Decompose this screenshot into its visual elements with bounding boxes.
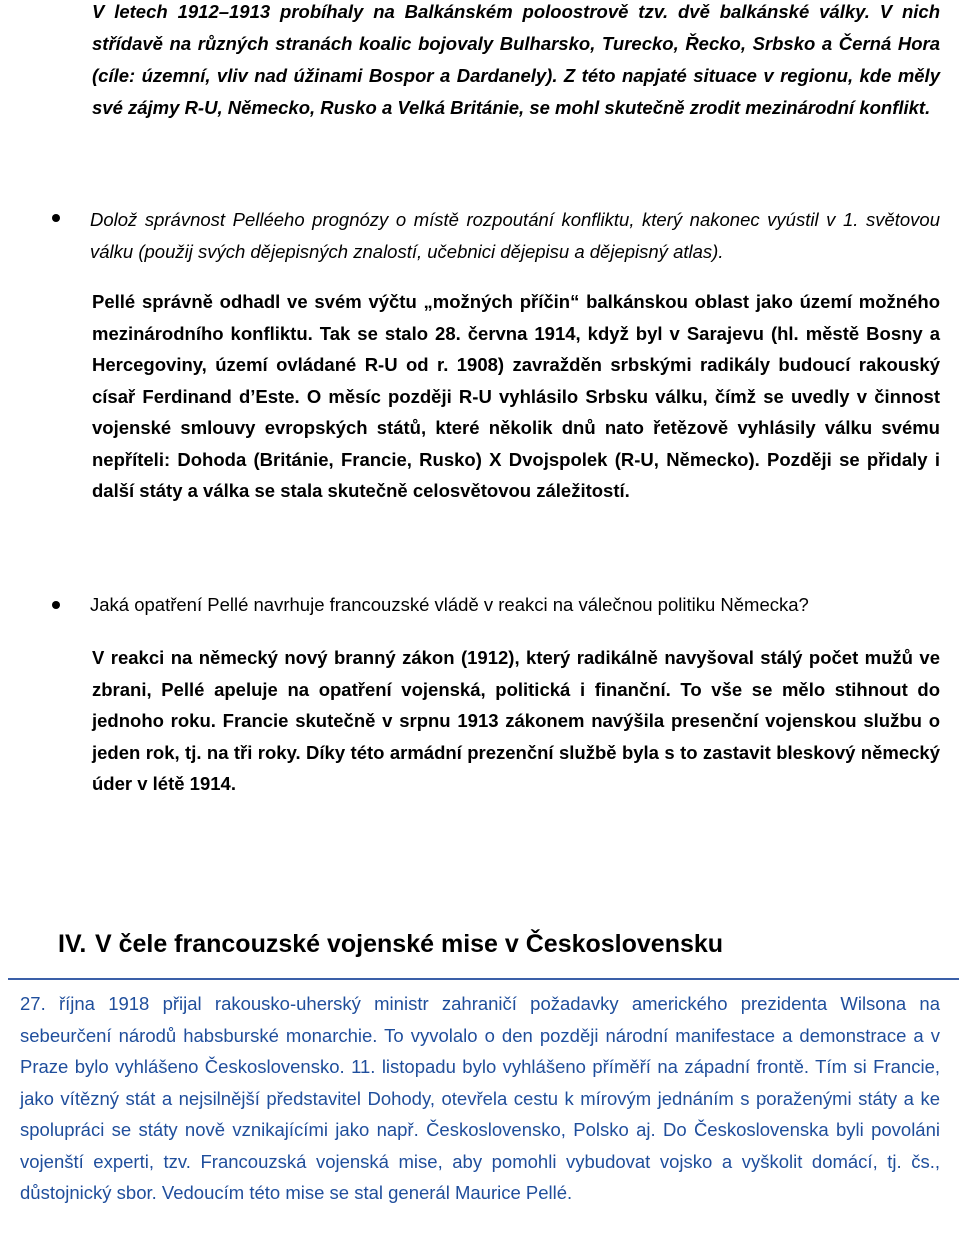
box-border xyxy=(8,978,959,980)
bullet-icon xyxy=(52,214,60,222)
question-2: Jaká opatření Pellé navrhuje francouzské vládě v reakci na válečnou politiku Německa? xyxy=(90,594,809,615)
section-heading xyxy=(58,926,723,962)
info-box: 27. října 1918 přijal rakousko-uherský ministr zahraničí požadavky amerického prezidenta Wilsona na sebeurčení národů habsburské monarchie. To vyvolalo o den později národní manifestace a demonstrace a v Praze bylo vyhlášeno Československo. 11. listopadu bylo vyhlášeno příměří na západní frontě. Tím si Francie, jako vítězný stát a nejsilnější představitel Dohody, otevřela cestu k mírovým jednáním s poraženými státy a ke spolupráci se státy nově vznikajícími jako např. Československo, Polsko aj. Do Československa byli povoláni vojenští experti, tzv. Francouzská vojenská mise, aby pomohli vybudovat vojsko a vyškolit domácí, tj. čs., důstojnický sbor. Vedoucím této mise se stal generál Maurice Pellé. xyxy=(20,993,940,1203)
bullet-icon xyxy=(52,601,60,609)
question-1: Dolož správnost Pelléeho prognózy o místě rozpoutání konfliktu, který nakonec vyústil v 1. světovou válku (použij svých dějepisných znalostí, učebnici dějepisu a dějepisný atlas). xyxy=(90,209,940,262)
section-title: V čele francouzské vojenské mise v Československu xyxy=(94,930,724,958)
intro-paragraph: V letech 1912–1913 probíhaly na Balkánském poloostrově tzv. dvě balkánské války. V nich střídavě na různých stranách koalic bojovaly Bulharsko, Turecko, Řecko, Srbsko a Černá Hora (cíle: územní, vliv nad úžinami Bospor a Dardanely). Z této napjaté situace v regionu, kde měly své zájmy R-U, Německo, Rusko a Velká Británie, se mohl skutečně zrodit mezinárodní konflikt. xyxy=(92,1,940,118)
answer-1: Pellé správně odhadl ve svém výčtu „možných příčin“ balkánskou oblast jako území možného mezinárodního konfliktu. Tak se stalo 28. června 1914, když byl v Sarajevu (hl. městě Bosny a Hercegoviny, území ovládané R-U od r. 1908) zavražděn srbskými radikály budoucí rakouský císař Ferdinand d’Este. O měsíc později R-U vyhlásilo Srbsku válku, čímž se uvedly v činnost vojenské smlouvy evropských států, které několik dnů nato řetězově vyhlásily válku svému nepříteli: Dohoda (Británie, Francie, Rusko) X Dvojspolek (R-U, Německo). Později se přidaly i další státy a válka se stala skutečně celosvětovou záležitostí. xyxy=(92,291,940,501)
section-number: IV. xyxy=(58,930,87,958)
answer-2: V reakci na německý nový branný zákon (1912), který radikálně navyšoval stálý počet mužů ve zbrani, Pellé apeluje na opatření vojenská, politická i finanční. To vše se mělo stihnout do jednoho roku. Francie skutečně v srpnu 1913 zákonem navýšila presenční vojenskou službu o jeden rok, tj. na tři roky. Díky této armádní prezenční službě byla s to zastavit bleskový německý úder v létě 1914. xyxy=(92,647,940,794)
